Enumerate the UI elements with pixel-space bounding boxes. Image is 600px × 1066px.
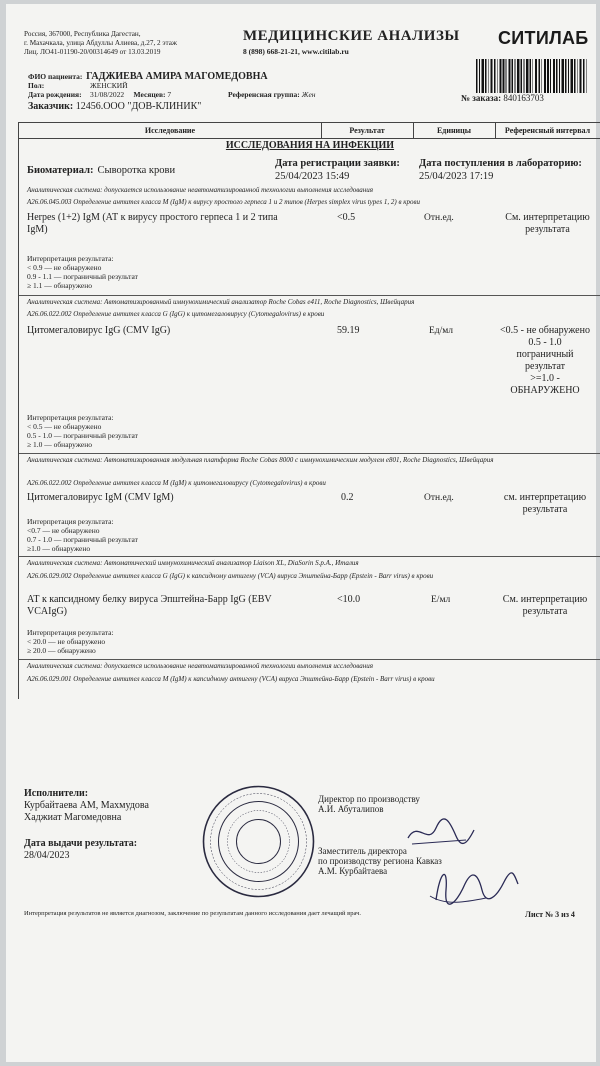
sex-label: Пол: [28,81,45,90]
patient-name: ГАДЖИЕВА АМИРА МАГОМЕДОВНА [86,71,268,82]
ref-line: результат [524,361,566,372]
ref-group-value: Жен [301,90,316,99]
ref-group [228,90,316,99]
customer-value: 12456.ООО "ДОВ-КЛИНИК" [75,101,202,112]
test1-system: Аналитическая система: допускается использование неавтоматизированной технологии выполнения исследования [27,186,374,194]
director-title: Директор по производству [318,794,420,804]
lab-address [24,30,177,57]
row-divider [19,295,600,296]
order-number [461,93,544,103]
interp-line: ≥ 1.0 — обнаружено [27,440,93,449]
performers-label: Исполнители: [24,788,89,799]
ref-line: ОБНАРУЖЕНО [510,385,580,396]
test5-code: A26.06.029.001 Определение антител класса M (IgM) к капсидному антигену (VCA) вируса Эпштейна-Барр (Epstein - Barr virus) в крови [27,675,435,683]
interp-line: < 0.5 — не обнаружено [27,422,102,431]
test1-reference: См. интерпретацию результата [505,212,590,235]
biomaterial-value: Сыворотка крови [97,165,176,176]
interp-line: 0.5 - 1.0 — пограничный результат [27,431,138,440]
test2-unit: Ед/мл [429,326,454,336]
lab-receipt-date [419,157,582,183]
footer-note: Интерпретация результатов не является диагнозом, заключение по результатам данного исследования дает лечащий врач. [24,910,361,917]
test4-name: АТ к капсидному белку вируса Эпштейна-Барр IgG (EBV VCAIgG) [27,594,272,617]
performers [24,788,184,824]
row-divider [19,453,600,454]
test2-name: Цитомегаловирус IgG (CMV IgG) [27,325,171,336]
test3-reference: см. интерпретацию результата [503,492,587,515]
section-title: ИССЛЕДОВАНИЯ НА ИНФЕКЦИИ [225,140,395,151]
address-line-1: Россия, 367000, Республика Дагестан, [24,30,141,38]
header-divider [19,138,600,139]
interp-line: < 0.9 — не обнаружено [27,263,102,272]
header-reference: Референсный интервал [504,126,591,135]
test4-system: Аналитическая система: Автоматический иммунохимический анализатор Liaison XL, DiaSorin S.p.A., Италия [27,559,359,567]
interp-line: ≥1.0 — обнаружено [27,544,91,553]
interp-line: <0.7 — не обнаружено [27,526,100,535]
ref-group-label: Референсная группа: [228,90,300,99]
director [318,794,420,814]
director-signature-icon [406,816,476,850]
page-number: Лист № 3 из 4 [525,910,575,919]
deputy-title-2: по производству региона Кавказ [318,856,442,866]
customer [28,101,201,112]
test3-result: 0.2 [341,492,354,503]
test1-code: A26.06.045.003 Определение антител класса M (IgM) к вирусу простого герпеса 1 и 2 типов (Herpes simplex virus types 1, 2) в крови [27,198,421,206]
citilab-logo: СИТИЛАБ [498,28,589,48]
test2-system: Аналитическая система: Автоматизированный иммунохимический анализатор Roche Cobas e411, Roche Diagnostics, Швейцария [27,298,415,306]
interp-line: ≥ 1.1 — обнаружено [27,281,93,290]
test4-result: <10.0 [337,594,361,605]
header-result: Результат [321,123,414,138]
ref-line: 0.5 - 1.0 [528,337,562,348]
lab-date-value: 25/04/2023 17:19 [419,171,494,182]
test1-result: <0.5 [337,212,356,223]
row-divider [19,556,600,557]
biomaterial-label: Биоматериал: [27,165,94,176]
months-value: 7 [167,90,172,99]
dob-label: Дата рождения: [28,90,82,99]
reg-date-value: 25/04/2023 15:49 [275,171,350,182]
reg-date-label: Дата регистрации заявки: [275,158,400,169]
deputy-signature-icon [426,860,521,908]
issue-date [24,838,137,862]
row-divider [19,659,600,660]
header-study: Исследование [19,123,322,138]
ref-line: >=1.0 - [530,373,560,384]
test3-name: Цитомегаловирус IgM (CMV IgM) [27,492,174,503]
test2-interpretation [27,413,138,449]
deputy-name: А.М. Курбайтаева [318,866,388,876]
test1-interpretation [27,254,138,290]
test5-system: Аналитическая система: допускается использование неавтоматизированной технологии выполнения исследования [27,662,374,670]
lab-contacts: 8 (898) 668-21-21, www.citilab.ru [243,47,349,56]
biomaterial [27,160,175,178]
deputy-title-1: Заместитель директора [318,846,407,856]
address-line-2: г. Махачкала, улица Абдуллы Алиева, д.27, 2 этаж [24,39,177,47]
interp-line: < 20.0 — не обнаружено [27,637,106,646]
registration-date [275,157,400,183]
sex-value: ЖЕНСКИЙ [90,81,128,90]
performers-value: Курбайтаева АМ, Махмудова Хаджиат Магомедовна [24,800,149,823]
interp-title: Интерпретация результата: [27,254,114,263]
header-units: Единицы [413,123,496,138]
interp-title: Интерпретация результата: [27,413,114,422]
deputy-director [318,846,442,876]
test2-result: 59.19 [337,325,360,336]
ref-line: пограничный [516,349,574,360]
document-title: МЕДИЦИНСКИЕ АНАЛИЗЫ [243,28,460,44]
ref-line: <0.5 - не обнаружено [500,325,590,336]
barcode-icon [476,59,588,93]
test3-system: Аналитическая система: Автоматизированная модульная платформа Roche Cobas 8000 с иммунохимическим модулем e801, Roche Diagnostics, Швейцария [27,456,494,464]
license: Лиц. ЛО41-01190-20/00314649 от 13.03.2019 [24,48,161,56]
test4-interpretation [27,628,114,655]
order-value: 840163703 [503,93,544,103]
test1-name: Herpes (1+2) IgM (АТ к вирусу простого герпеса 1 и 2 типа IgM) [27,212,278,235]
report-sheet [6,4,596,1062]
interp-title: Интерпретация результата: [27,517,114,526]
test1-unit: Отн.ед. [424,213,454,223]
test4-reference: См. интерпретацию результата [502,594,588,617]
interp-line: ≥ 20.0 — обнаружено [27,646,96,655]
dob-value: 31/08/2022 [90,90,125,99]
test3-interpretation [27,517,138,553]
lab-date-label: Дата поступления в лабораторию: [419,158,582,169]
months-label: Месяцев: [133,90,166,99]
interp-line: 0.7 - 1.0 — пограничный результат [27,535,138,544]
patient-name-label: ФИО пациента: [28,72,83,81]
customer-label: Заказчик: [28,101,74,112]
issue-date-label: Дата выдачи результата: [24,838,138,849]
stamp-seal [201,784,316,899]
test4-code: A26.06.029.002 Определение антител класса G (IgG) к капсидному антигену (VCA) вируса Эпштейна-Барр (Epstein - Barr virus) в крови [27,572,434,580]
director-name: А.И. Абуталипов [318,804,384,814]
interp-title: Интерпретация результата: [27,628,114,637]
test2-reference [489,325,600,397]
test3-code: A26.06.022.002 Определение антител класса M (IgM) к цитомегаловирусу (Cytomegalovirus) в крови [27,479,326,487]
interp-line: 0.9 - 1.1 — пограничный результат [27,272,138,281]
test3-unit: Отн.ед. [424,493,454,503]
results-table [18,122,600,699]
test4-unit: Е/мл [431,595,451,605]
issue-date-value: 28/04/2023 [24,850,70,861]
order-label: № заказа: [461,93,502,103]
test2-code: A26.06.022.002 Определение антител класса G (IgG) к цитомегаловирусу (Cytomegalovirus) в крови [27,310,325,318]
